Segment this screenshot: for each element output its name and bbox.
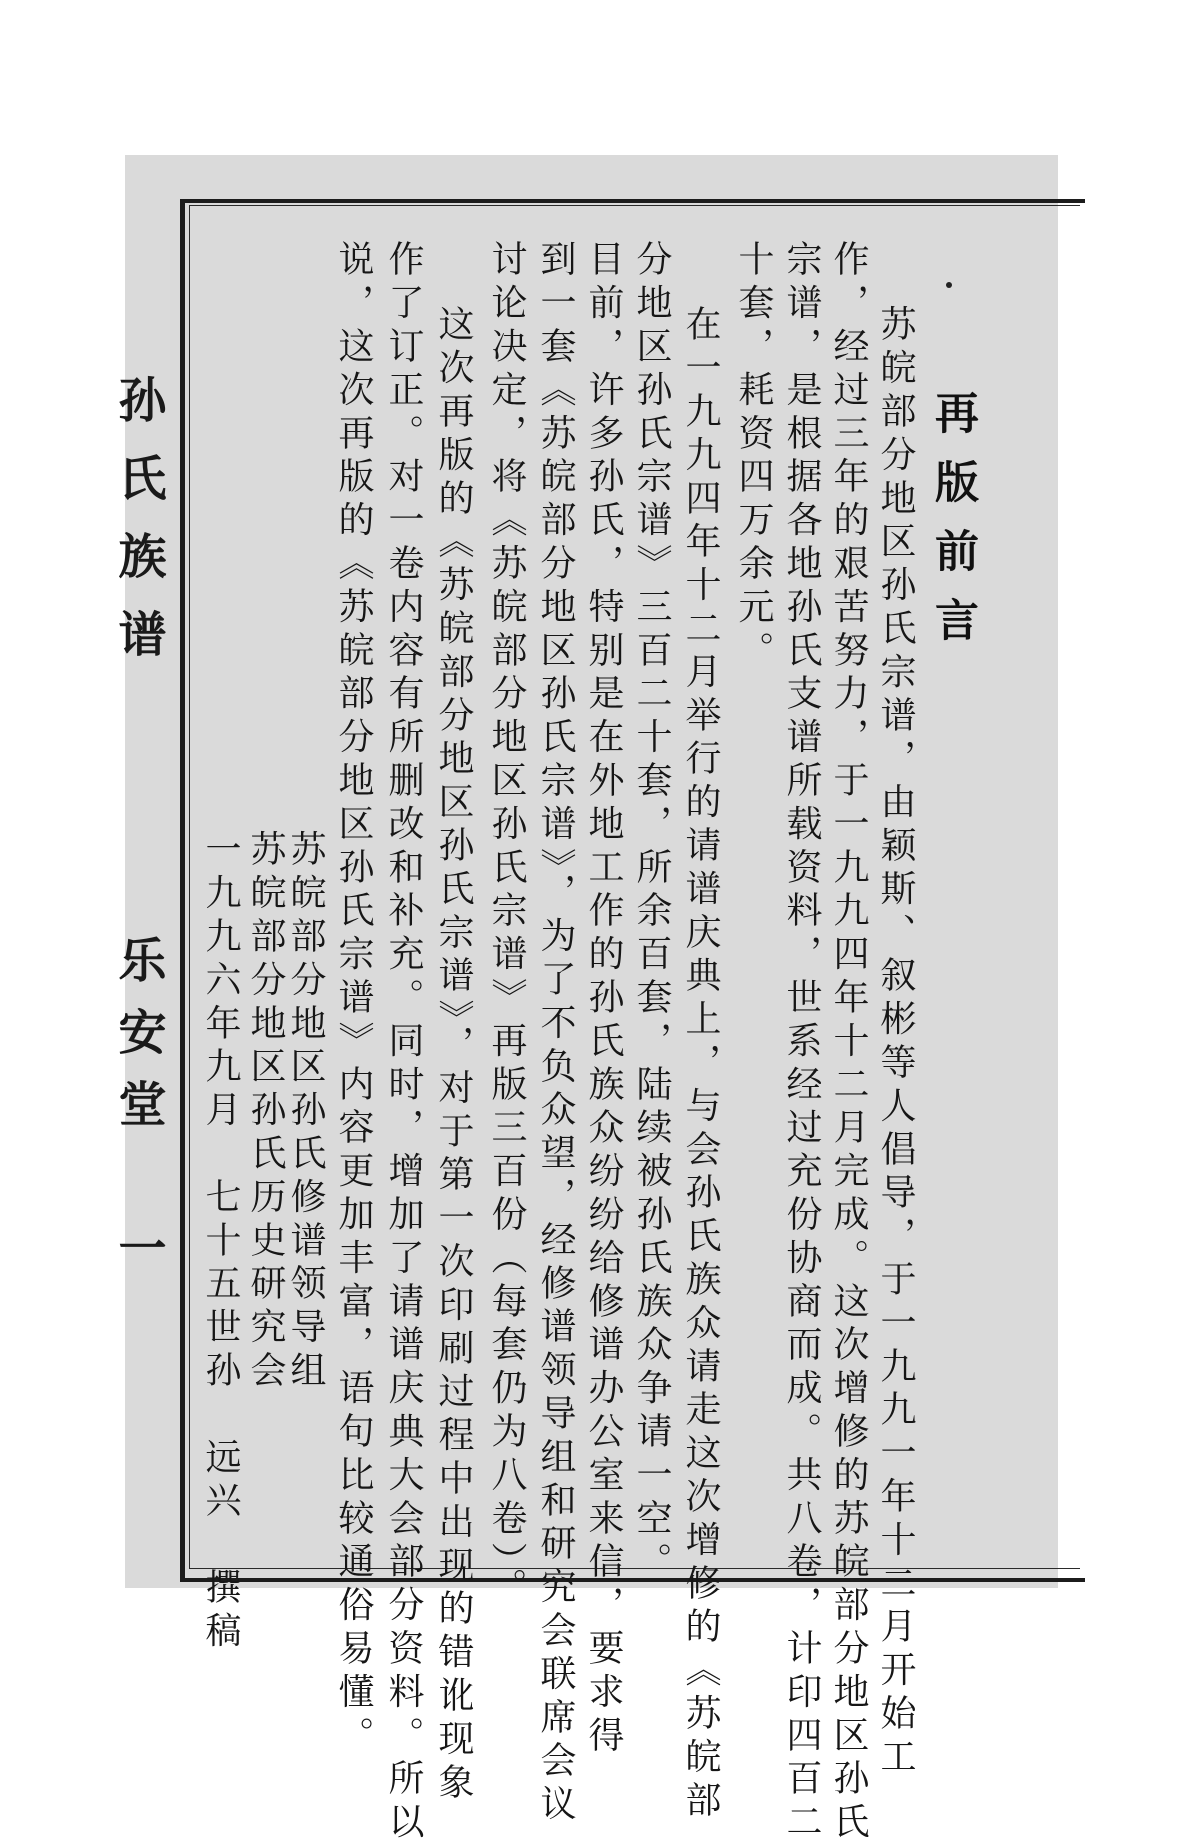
text-column-12: 说，这次再版的《苏皖部分地区孙氏宗谱》内容更加丰富，语句比较通俗易懂。 <box>333 240 374 1759</box>
text-column-5: 在一九九四年十二月举行的请谱庆典上，与会孙氏族众请走这次增修的《苏皖部 <box>680 305 721 1824</box>
signature-org-1: 苏皖部分地区孙氏修谱领导组 <box>285 830 326 1395</box>
text-column-6: 分地区孙氏宗谱》三百二十套，所余百套，陆续被孙氏族众争请一空。 <box>631 240 672 1586</box>
text-column-1: 苏皖部分地区孙氏宗谱，由颖斯、叙彬等人倡导，于一九九一年十二月开始工 <box>875 305 916 1781</box>
spine-title: 孙氏族谱 <box>110 375 166 687</box>
bullet-mark <box>946 282 952 288</box>
signature-org-2: 苏皖部分地区孙氏历史研究会 <box>245 830 286 1395</box>
text-column-3: 宗谱，是根据各地孙氏支谱所载资料，世系经过充份协商而成。共八卷，计印四百二 <box>781 240 822 1846</box>
text-column-10: 这次再版的《苏皖部分地区孙氏宗谱》，对于第一次印刷过程中出现的错讹现象 <box>433 305 474 1806</box>
scanned-page <box>110 155 1058 1846</box>
spine-strip <box>110 375 175 1425</box>
text-column-2: 作，经过三年的艰苦努力，于一九九四年十二月完成。这次增修的苏皖部分地区孙氏 <box>828 240 869 1846</box>
signature-date-author: 一九九六年九月 七十五世孙 远兴 撰稿 <box>200 830 241 1655</box>
text-column-8: 到一套《苏皖部分地区孙氏宗谱》，为了不负众望，经修谱领导组和研究会联席会议 <box>535 240 576 1828</box>
text-column-4: 十套，耗资四万余元。 <box>733 240 774 674</box>
text-column-9: 讨论决定，将《苏皖部分地区孙氏宗谱》再版三百份（每套仍为八卷）。 <box>486 240 527 1611</box>
text-column-11: 作了订正。对一卷内容有所删改和补充。同时，增加了请谱庆典大会部分资料。所以 <box>383 240 424 1846</box>
page-title: 再版前言 <box>927 390 978 666</box>
spine-hall-name: 乐安堂 一 <box>110 935 166 1295</box>
text-column-7: 目前，许多孙氏，特别是在外地工作的孙氏族众纷纷给修谱办公室来信，要求得 <box>583 240 624 1759</box>
